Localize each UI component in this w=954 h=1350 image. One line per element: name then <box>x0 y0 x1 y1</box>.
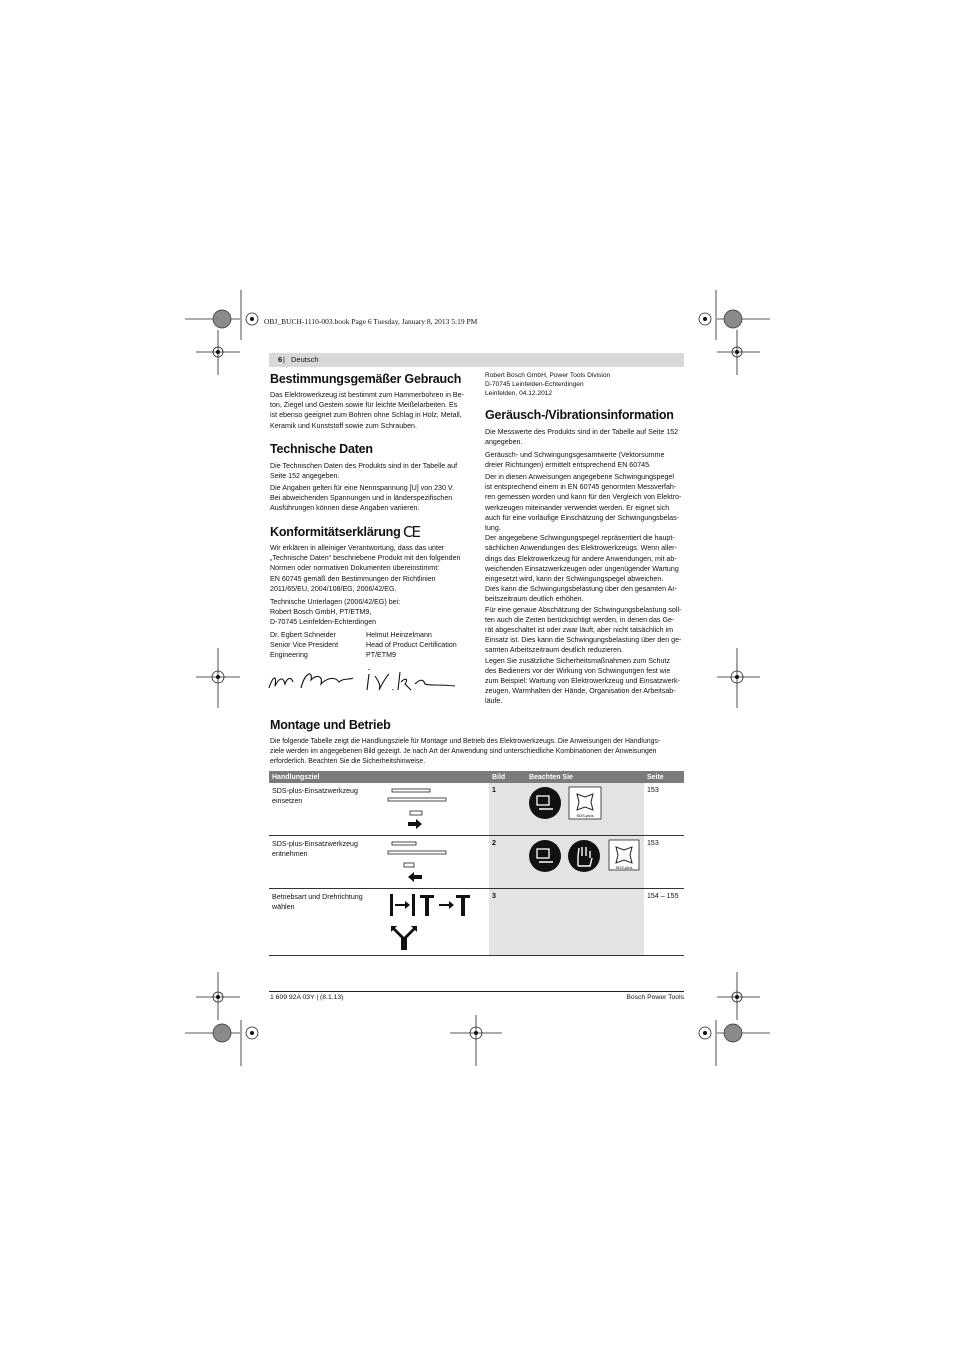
signer-1: Dr. Egbert Schneider Senior Vice President Engineering <box>270 631 339 660</box>
row-page: 154 – 155 <box>644 889 684 956</box>
row-figure: 3 <box>489 889 526 956</box>
noise-text-3: Der in diesen Anweisungen angegebene Schwingungspegel ist entsprechend einem in EN 60745 genormten Messverfah- ren gemessen worden und kann für den Vergleich von Elektro- werkzeugen miteinander verwendet werden. Er eignet sich auch für eine vorläufige Einschätzung der Schwingungsbelas- tung. Der angegebene Schwingungspegel repräsentiert die haupt- sächlichen Anwendungen des Elektrowerkzeugs. Wenn aller- dings das Elektrowerkzeug für andere Anwendungen, mit ab- weichenden Einsatzwerkzeugen oder ungenügender Wartung eingesetzt wird, kann der Schwingungspegel abweichen. Dies kann die Schwingungsbelastung über den gesamten Ar- beitszeitraum deutlich erhöhen. Für eine genaue Abschätzung der Schwingungsbelastung soll- ten auch die Zeiten berücksichtigt werden, in denen das Ge- rät abgeschaltet ist oder zwar läuft, aber nicht tatsächlich im Einsatz ist. Dies kann die Schwingungsbelastung über den ge- samten Arbeitszeitraum deutlich reduzieren. Legen Sie zusätzliche Sicherheitsmaßnahmen zum Schutz des Bedieners vor der Wirkung von Schwingungen fest wie zum Beispiel: Wartung von Elektrowerkzeug und Einsatzwerk- zeugen, Warmhalten der Hände, Organisation der Arbeitsab- läufe. <box>485 473 682 706</box>
tool-insert-illustration <box>383 783 489 836</box>
row-goal: SDS-plus-Einsatzwerkzeug entnehmen <box>272 840 358 859</box>
assembly-intro: Die folgende Tabelle zeigt die Handlungsziele für Montage und Betrieb des Elektrowerkzeugs. Die Anweisungen der Handlungs- ziele werden im angegebenen Bild gezeigt. Je nach Art der Anwendung sind unterschiedliche Kombinationen der Anweisungen erforderlich. Beachten Sie die Sicherheitshinweise. <box>270 738 661 766</box>
table-row <box>269 889 684 956</box>
print-info: OBJ_BUCH-1110-003.book Page 6 Tuesday, January 8, 2013 5:19 PM <box>264 317 478 326</box>
rotation-direction-icon <box>391 926 417 950</box>
conformity-text-2: Technische Unterlagen (2006/42/EG) bei: Robert Bosch GmbH, PT/ETM9, D-70745 Leinfelden-Echterdingen <box>270 598 401 627</box>
tool-remove-illustration <box>383 836 489 889</box>
header-separator: | <box>283 355 285 364</box>
sds-label: SDS-plus <box>576 813 594 818</box>
heading-intended-use: Bestimmungsgemäßer Gebrauch <box>270 372 462 386</box>
technical-data-text-1: Die Technischen Daten des Produkts sind in der Tabelle auf Seite 152 angegeben. <box>270 462 458 481</box>
mode-selection-icon <box>386 892 486 950</box>
row-notes <box>526 836 644 889</box>
row-figure: 2 <box>489 836 526 889</box>
heading-assembly-operation: Montage und Betrieb <box>270 718 391 732</box>
th-goal: Handlungsziel <box>269 771 489 783</box>
row-goal: SDS-plus-Einsatzwerkzeug einsetzen <box>272 787 358 806</box>
row-notes <box>526 889 644 956</box>
table-header <box>269 771 684 783</box>
footer-rule <box>269 991 684 992</box>
drill-bit-insert-icon <box>386 786 456 830</box>
technical-data-text-2: Die Angaben gelten für eine Nennspannung [U] von 230 V. Bei abweichenden Spannungen und in länderspezifischen Ausführungen können diese Angaben variieren. <box>270 484 454 513</box>
row-page: 153 <box>644 783 684 836</box>
unplug-icon <box>529 840 561 872</box>
mode-direction-illustration <box>383 889 489 956</box>
ce-mark: CE <box>403 523 419 541</box>
heading-noise-vibration: Geräusch-/Vibrationsinformation <box>485 408 674 422</box>
page-header <box>269 353 684 367</box>
heading-conformity: Konformitätserklärung <box>270 525 401 539</box>
notes-icons <box>529 839 641 873</box>
intended-use-text: Das Elektrowerkzeug ist bestimmt zum Hammerbohren in Be- ton, Ziegel und Gestein sowie für leichte Meißelarbeiten. Es ist ebenso geeignet zum Bohren ohne Schlag in Holz, Metall, Keramik und Kunststoff sowie zum Schrauben. <box>270 391 464 430</box>
footer-brand: Bosch Power Tools <box>626 994 684 1001</box>
table-row <box>269 836 684 889</box>
manufacturer-address: Robert Bosch GmbH, Power Tools Division D-70745 Leinfelden-Echterdingen Leinfelden, 04.12.2012 <box>485 372 611 397</box>
gloves-icon <box>568 840 600 872</box>
th-page: Seite <box>644 771 684 783</box>
row-notes <box>526 783 644 836</box>
drill-bit-remove-icon <box>386 839 456 883</box>
th-figure: Bild <box>489 771 526 783</box>
row-figure: 1 <box>489 783 526 836</box>
header-language: Deutsch <box>291 355 319 364</box>
heading-technical-data: Technische Daten <box>270 442 373 456</box>
page-number: 6 <box>278 355 283 364</box>
noise-text-2: Geräusch- und Schwingungsgesamtwerte (Vektorsumme dreier Richtungen) ermittelt entsprechend EN 60745. <box>485 451 665 470</box>
footer-code: 1 609 92A 03Y | (8.1.13) <box>270 994 344 1001</box>
sds-label: SDS-plus <box>615 865 633 870</box>
action-table <box>269 771 684 956</box>
table-row <box>269 783 684 836</box>
noise-text-1: Die Messwerte des Produkts sind in der Tabelle auf Seite 152 angegeben. <box>485 428 679 447</box>
row-page: 153 <box>644 836 684 889</box>
signatures <box>265 666 465 696</box>
signer-2: Helmut Heinzelmann Head of Product Certification PT/ETM9 <box>366 631 457 660</box>
th-note: Beachten Sie <box>526 771 644 783</box>
conformity-text-1: Wir erklären in alleiniger Verantwortung, dass das unter „Technische Daten“ beschriebene Produkt mit den folgenden Normen oder normativen Dokumenten übereinstimmt: EN 60745 gemäß den Bestimmungen der Richtlinien 2011/65/EU, 2004/108/EG, 2006/42/EG. <box>270 544 461 593</box>
unplug-icon <box>529 787 561 819</box>
row-goal: Betriebsart und Drehrichtung wählen <box>272 893 363 912</box>
notes-icons <box>529 786 609 820</box>
